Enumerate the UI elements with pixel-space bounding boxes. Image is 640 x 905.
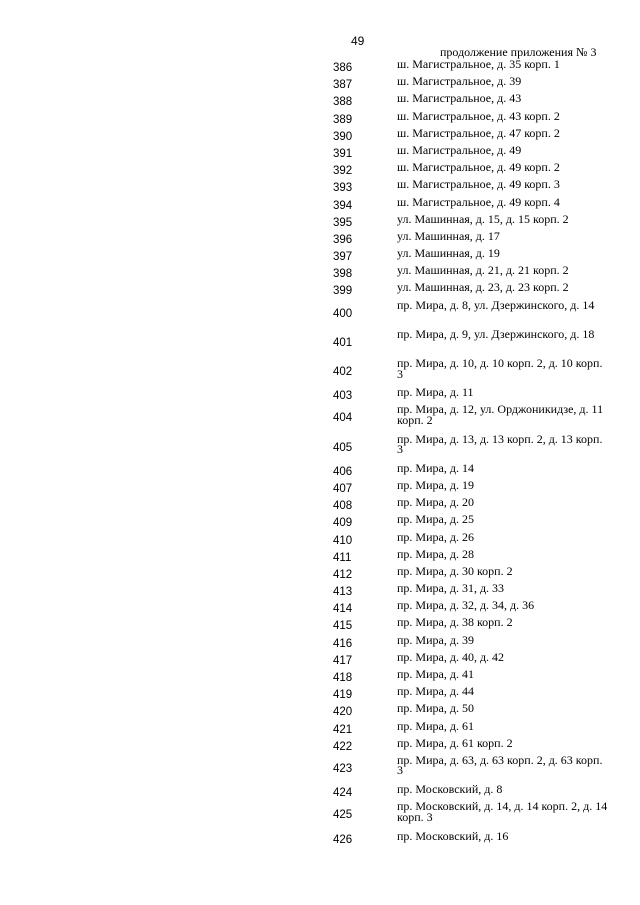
row-address: пр. Мира, д. 63, д. 63 корп. 2, д. 63 корп. 3	[397, 752, 603, 778]
list-row-405	[0, 433, 640, 462]
row-address: пр. Мира, д. 11	[397, 385, 474, 400]
row-address: ш. Магистральное, д. 49 корп. 2	[397, 160, 560, 175]
row-address: пр. Мира, д. 9, ул. Дзержинского, д. 18	[397, 326, 595, 341]
row-number: 411	[333, 551, 352, 564]
list-row-411	[0, 548, 640, 565]
list-row-419	[0, 685, 640, 702]
row-number: 400	[333, 307, 353, 320]
list-row-423	[0, 754, 640, 783]
list-row-420	[0, 702, 640, 719]
row-number: 416	[333, 637, 353, 650]
row-address: пр. Мира, д. 19	[397, 477, 474, 492]
list-row-418	[0, 668, 640, 685]
row-address: пр. Московский, д. 16	[397, 828, 509, 843]
row-address: пр. Мира, д. 39	[397, 632, 474, 647]
row-number: 426	[333, 833, 353, 846]
row-number: 405	[333, 441, 353, 454]
row-address: ш. Магистральное, д. 39	[397, 74, 522, 89]
row-number: 388	[333, 96, 353, 109]
list-row-424	[0, 783, 640, 800]
row-address: ш. Магистральное, д. 47 корп. 2	[397, 125, 560, 140]
list-row-426	[0, 830, 640, 847]
row-number: 406	[333, 465, 353, 478]
row-number: 422	[333, 740, 353, 753]
row-number: 409	[333, 517, 353, 530]
list-row-397	[0, 247, 640, 264]
row-number: 417	[333, 654, 353, 667]
row-number: 410	[333, 534, 353, 547]
list-row-402	[0, 357, 640, 386]
row-address: ул. Машинная, д. 19	[397, 246, 500, 261]
row-number: 402	[333, 366, 353, 378]
row-address: ул. Машинная, д. 15, д. 15 корп. 2	[397, 211, 569, 226]
row-number: 420	[333, 706, 353, 719]
list-row-400	[0, 299, 640, 328]
row-address: ш. Магистральное, д. 49	[397, 142, 522, 157]
row-address: ул. Машинная, д. 23, д. 23 корп. 2	[397, 280, 569, 295]
list-row-415	[0, 616, 640, 633]
row-number: 425	[333, 809, 353, 822]
address-list	[0, 58, 640, 847]
row-address: пр. Мира, д. 50	[397, 701, 474, 716]
row-number: 407	[333, 482, 353, 495]
list-row-414	[0, 599, 640, 616]
list-row-394	[0, 196, 640, 213]
row-address: ш. Магистральное, д. 43	[397, 91, 522, 106]
row-address: пр. Мира, д. 40, д. 42	[397, 649, 505, 664]
list-row-401	[0, 328, 640, 357]
row-address: ул. Машинная, д. 21, д. 21 корп. 2	[397, 263, 569, 278]
row-number: 390	[333, 130, 353, 143]
list-row-410	[0, 531, 640, 548]
row-number: 392	[333, 165, 353, 178]
list-row-406	[0, 462, 640, 479]
row-number: 418	[333, 672, 353, 684]
row-address: пр. Мира, д. 14	[397, 460, 474, 475]
row-address: пр. Мира, д. 28	[397, 546, 474, 561]
row-number: 397	[333, 251, 353, 264]
list-row-389	[0, 110, 640, 127]
row-address: пр. Мира, д. 61 корп. 2	[397, 735, 513, 750]
row-number: 401	[333, 336, 353, 349]
row-address: пр. Мира, д. 26	[397, 529, 474, 544]
row-number: 414	[333, 603, 353, 616]
row-address: ш. Магистральное, д. 43 корп. 2	[397, 108, 560, 123]
row-address: пр. Мира, д. 20	[397, 495, 474, 510]
row-number: 421	[333, 723, 353, 736]
row-number: 423	[333, 762, 353, 775]
row-number: 424	[333, 787, 353, 800]
continuation-note: продолжение приложения № 3	[440, 45, 597, 59]
list-row-413	[0, 582, 640, 599]
list-row-422	[0, 737, 640, 754]
row-number: 413	[333, 586, 353, 599]
list-row-416	[0, 634, 640, 651]
list-row-421	[0, 720, 640, 737]
list-row-393	[0, 178, 640, 195]
row-address: пр. Мира, д. 13, д. 13 корп. 2, д. 13 корп. 3	[397, 431, 603, 457]
row-number: 386	[333, 62, 353, 74]
row-number: 404	[333, 412, 353, 425]
row-number: 412	[333, 568, 353, 581]
row-number: 391	[333, 147, 353, 160]
row-number: 419	[333, 689, 353, 702]
list-row-407	[0, 479, 640, 496]
list-row-403	[0, 386, 640, 403]
row-address: пр. Мира, д. 38 корп. 2	[397, 615, 513, 630]
row-number: 394	[333, 199, 353, 212]
row-address: пр. Мира, д. 44	[397, 684, 474, 699]
list-row-391	[0, 144, 640, 161]
list-row-425	[0, 800, 640, 829]
list-row-417	[0, 651, 640, 668]
row-address: пр. Мира, д. 12, ул. Орджоникидзе, д. 11 корп. 2	[397, 402, 604, 427]
list-row-399	[0, 281, 640, 298]
row-address: пр. Мира, д. 32, д. 34, д. 36	[397, 598, 535, 613]
row-number: 399	[333, 285, 353, 298]
list-row-392	[0, 161, 640, 178]
page-number: 49	[351, 34, 365, 48]
list-row-412	[0, 565, 640, 582]
row-number: 387	[333, 79, 353, 92]
list-row-404	[0, 403, 640, 432]
list-row-409	[0, 513, 640, 530]
row-address: пр. Мира, д. 61	[397, 718, 474, 733]
list-row-408	[0, 496, 640, 513]
row-address: ш. Магистральное, д. 35 корп. 1	[397, 57, 560, 71]
row-number: 396	[333, 233, 353, 246]
row-address: ш. Магистральное, д. 49 корп. 3	[397, 177, 560, 192]
row-number: 415	[333, 620, 353, 633]
list-row-387	[0, 75, 640, 92]
row-address: пр. Мира, д. 8, ул. Дзержинского, д. 14	[397, 297, 595, 312]
row-number: 398	[333, 268, 353, 281]
row-address: пр. Московский, д. 8	[397, 782, 503, 797]
row-address: ш. Магистральное, д. 49 корп. 4	[397, 194, 560, 209]
list-row-388	[0, 92, 640, 109]
row-number: 395	[333, 216, 353, 229]
row-address: пр. Мира, д. 41	[397, 667, 474, 681]
row-number: 389	[333, 113, 353, 126]
list-row-390	[0, 127, 640, 144]
row-address: пр. Мира, д. 25	[397, 512, 474, 527]
list-row-398	[0, 264, 640, 281]
row-number: 408	[333, 500, 353, 513]
row-address: пр. Московский, д. 14, д. 14 корп. 2, д. 14 корп. 3	[397, 799, 608, 824]
row-address: ул. Машинная, д. 17	[397, 228, 500, 243]
row-address: пр. Мира, д. 10, д. 10 корп. 2, д. 10 корп. 3	[397, 356, 603, 381]
row-number: 393	[333, 182, 353, 195]
row-number: 403	[333, 390, 353, 403]
row-address: пр. Мира, д. 31, д. 33	[397, 581, 505, 596]
list-row-396	[0, 230, 640, 247]
list-row-395	[0, 213, 640, 230]
list-row-386	[0, 58, 640, 75]
row-address: пр. Мира, д. 30 корп. 2	[397, 563, 513, 578]
